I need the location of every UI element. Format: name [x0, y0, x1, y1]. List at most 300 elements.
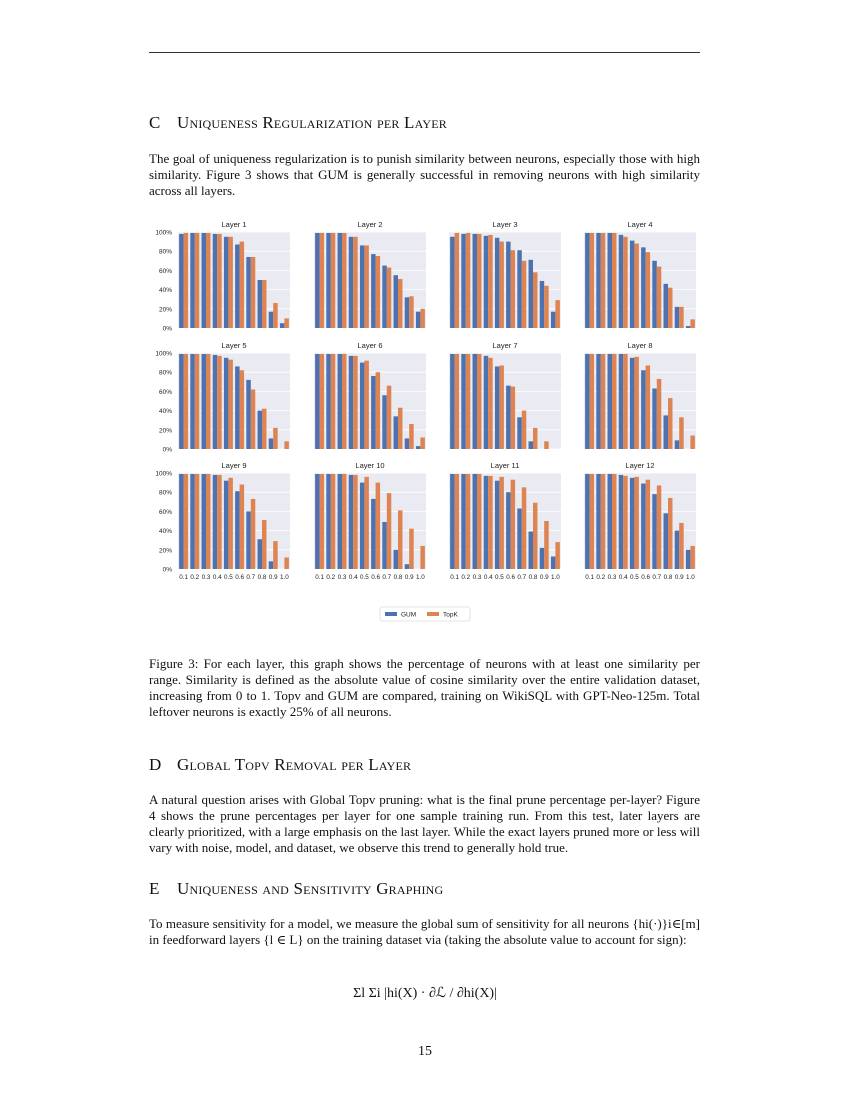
x-tick-label: 0.9 — [268, 574, 278, 581]
bar-topk — [184, 474, 188, 569]
bar-topk — [488, 235, 492, 328]
bar-gum — [630, 241, 634, 328]
bar-gum — [394, 275, 398, 328]
bar-gum — [224, 481, 228, 569]
y-tick-label: 0% — [162, 446, 172, 454]
bar-gum — [529, 441, 533, 449]
bar-topk — [544, 286, 548, 328]
bar-gum — [596, 354, 600, 449]
x-tick-label: 0.2 — [596, 574, 606, 581]
bar-gum — [202, 474, 206, 569]
bar-gum — [585, 354, 589, 449]
bar-topk — [533, 272, 537, 328]
bar-gum — [371, 499, 375, 569]
x-tick-label: 0.3 — [472, 574, 482, 581]
bar-topk — [217, 356, 221, 449]
x-tick-label: 0.1 — [450, 574, 459, 581]
header-rule — [149, 52, 700, 53]
x-tick-label: 0.6 — [506, 574, 515, 581]
bar-gum — [326, 233, 330, 328]
bar-gum — [349, 475, 353, 569]
bar-topk — [477, 234, 481, 328]
panel-title: Layer 12 — [625, 461, 655, 470]
bar-gum — [585, 233, 589, 328]
bar-topk — [387, 493, 391, 569]
section-d-heading — [149, 755, 411, 775]
x-tick-label: 0.2 — [326, 574, 336, 581]
x-tick-label: 0.8 — [257, 574, 267, 581]
bar-topk — [353, 356, 357, 449]
bar-gum — [450, 354, 454, 449]
bar-topk — [511, 387, 515, 449]
bar-gum — [641, 247, 645, 328]
x-tick-label: 0.8 — [663, 574, 673, 581]
bar-gum — [686, 326, 690, 328]
bar-gum — [506, 242, 510, 328]
bar-gum — [382, 395, 386, 449]
bar-topk — [364, 245, 368, 328]
bar-gum — [450, 474, 454, 569]
bar-topk — [195, 474, 199, 569]
bar-topk — [679, 523, 683, 569]
x-tick-label: 0.3 — [337, 574, 347, 581]
panel-title: Layer 2 — [357, 220, 383, 229]
bar-topk — [601, 233, 605, 328]
bar-gum — [461, 474, 465, 569]
bar-topk — [251, 389, 255, 449]
bar-topk — [376, 372, 380, 449]
bar-gum — [585, 474, 589, 569]
panel-title: Layer 7 — [492, 341, 518, 350]
bar-topk — [409, 424, 413, 449]
bar-gum — [664, 513, 668, 569]
bar-topk — [353, 475, 357, 569]
bar-gum — [608, 354, 612, 449]
figure-3-chart — [140, 210, 710, 625]
bar-gum — [517, 250, 521, 328]
x-tick-label: 0.6 — [371, 574, 380, 581]
section-c-paragraph: The goal of uniqueness regularization is to punish similarity between neurons, especially those with high similarity. Figure 3 shows that GUM is generally successful in removing neurons with high similarity across all layers. — [149, 151, 700, 198]
x-tick-label: 0.9 — [539, 574, 549, 581]
bar-gum — [235, 366, 239, 449]
bar-gum — [405, 564, 409, 569]
panel-title: Layer 9 — [221, 461, 247, 470]
y-tick-label: 60% — [158, 267, 172, 275]
bar-topk — [353, 237, 357, 328]
bar-topk — [668, 498, 672, 569]
bar-gum — [213, 475, 217, 569]
bar-topk — [184, 354, 188, 449]
bar-gum — [517, 509, 521, 569]
bar-topk — [488, 358, 492, 449]
bar-topk — [273, 303, 277, 328]
x-tick-label: 0.6 — [235, 574, 244, 581]
bar-topk — [612, 233, 616, 328]
x-tick-label: 0.1 — [315, 574, 324, 581]
bar-topk — [601, 474, 605, 569]
bar-topk — [342, 474, 346, 569]
bar-topk — [320, 354, 324, 449]
panel-title: Layer 10 — [355, 461, 385, 470]
bar-topk — [646, 252, 650, 328]
section-d-number: D — [149, 755, 162, 774]
y-tick-label: 40% — [158, 287, 172, 295]
bar-gum — [179, 234, 183, 328]
bar-topk — [511, 250, 515, 328]
figure-3-caption — [149, 656, 700, 720]
bar-gum — [619, 354, 623, 449]
bar-topk — [273, 428, 277, 449]
sensitivity-equation: Σl Σi |hi(X) · ∂ℒ / ∂hi(X)| — [353, 986, 497, 1001]
bar-gum — [461, 234, 465, 328]
bar-topk — [466, 474, 470, 569]
panel-title: Layer 1 — [221, 220, 247, 229]
bar-topk — [466, 354, 470, 449]
bar-topk — [320, 474, 324, 569]
figure-3 — [140, 210, 710, 625]
x-tick-label: 0.9 — [404, 574, 414, 581]
bar-gum — [506, 386, 510, 449]
bar-topk — [612, 354, 616, 449]
bar-gum — [495, 366, 499, 449]
x-tick-label: 0.7 — [517, 574, 527, 581]
bar-topk — [679, 307, 683, 328]
bar-gum — [664, 415, 668, 449]
bar-gum — [675, 531, 679, 569]
x-tick-label: 0.2 — [190, 574, 200, 581]
bar-gum — [630, 358, 634, 449]
bar-gum — [473, 354, 477, 449]
bar-topk — [320, 233, 324, 328]
y-tick-label: 60% — [158, 508, 172, 516]
bar-topk — [420, 309, 424, 328]
y-tick-label: 80% — [158, 369, 172, 377]
bar-topk — [522, 487, 526, 569]
x-tick-label: 0.7 — [382, 574, 392, 581]
bar-topk — [511, 480, 515, 569]
bar-gum — [405, 297, 409, 328]
bar-topk — [533, 503, 537, 569]
bar-topk — [217, 234, 221, 328]
bar-topk — [690, 319, 694, 328]
bar-topk — [634, 357, 638, 449]
legend-label-topk: TopK — [443, 611, 458, 619]
bar-gum — [246, 511, 250, 569]
bar-topk — [376, 256, 380, 328]
y-tick-label: 20% — [158, 427, 172, 435]
y-tick-label: 20% — [158, 306, 172, 314]
bar-topk — [590, 474, 594, 569]
y-tick-label: 100% — [155, 229, 172, 237]
bar-topk — [284, 441, 288, 449]
bar-topk — [455, 474, 459, 569]
bar-topk — [544, 441, 548, 449]
bar-gum — [258, 539, 262, 569]
bar-topk — [455, 233, 459, 328]
y-tick-label: 100% — [155, 470, 172, 478]
bar-topk — [623, 476, 627, 569]
bar-gum — [461, 354, 465, 449]
bar-topk — [251, 499, 255, 569]
section-e-title: Uniqueness and Sensitivity Graphing — [177, 879, 444, 898]
bar-gum — [213, 234, 217, 328]
bar-topk — [387, 268, 391, 328]
x-tick-label: 0.4 — [483, 574, 493, 581]
bar-topk — [420, 437, 424, 449]
bar-topk — [455, 354, 459, 449]
bar-topk — [206, 474, 210, 569]
bar-topk — [409, 529, 413, 569]
bar-topk — [646, 365, 650, 449]
bar-gum — [224, 237, 228, 328]
bar-topk — [273, 541, 277, 569]
bar-topk — [679, 417, 683, 449]
bar-gum — [338, 233, 342, 328]
bar-gum — [202, 233, 206, 328]
y-tick-label: 40% — [158, 408, 172, 416]
bar-topk — [342, 233, 346, 328]
bar-topk — [601, 354, 605, 449]
bar-gum — [608, 474, 612, 569]
bar-topk — [217, 475, 221, 569]
y-tick-label: 40% — [158, 528, 172, 536]
bar-gum — [235, 244, 239, 328]
panel-title: Layer 3 — [492, 220, 518, 229]
bar-topk — [331, 233, 335, 328]
bar-topk — [262, 409, 266, 449]
x-tick-label: 0.8 — [528, 574, 538, 581]
bar-gum — [349, 356, 353, 449]
bar-gum — [246, 257, 250, 328]
bar-topk — [240, 370, 244, 449]
bar-topk — [590, 354, 594, 449]
x-tick-label: 0.5 — [224, 574, 233, 581]
bar-gum — [652, 494, 656, 569]
bar-topk — [184, 233, 188, 328]
bar-gum — [190, 354, 194, 449]
x-tick-label: 0.5 — [360, 574, 369, 581]
bar-gum — [394, 550, 398, 569]
bar-gum — [686, 550, 690, 569]
bar-gum — [484, 476, 488, 569]
section-c-heading — [149, 113, 447, 133]
bar-topk — [555, 300, 559, 328]
bar-gum — [529, 260, 533, 328]
bar-topk — [284, 318, 288, 328]
bar-gum — [619, 235, 623, 328]
bar-gum — [338, 354, 342, 449]
bar-gum — [190, 474, 194, 569]
bar-topk — [240, 485, 244, 569]
bar-topk — [376, 483, 380, 569]
page-number: 15 — [418, 1044, 432, 1059]
bar-gum — [473, 474, 477, 569]
x-tick-label: 1.0 — [551, 574, 560, 581]
y-tick-label: 0% — [162, 325, 172, 333]
bar-gum — [596, 233, 600, 328]
bar-gum — [269, 312, 273, 328]
bar-topk — [409, 296, 413, 328]
bar-gum — [495, 481, 499, 569]
bar-gum — [416, 446, 420, 449]
bar-topk — [398, 408, 402, 449]
bar-gum — [394, 416, 398, 449]
bar-topk — [499, 365, 503, 449]
bar-topk — [499, 477, 503, 569]
bar-gum — [269, 561, 273, 569]
x-tick-label: 1.0 — [280, 574, 289, 581]
bar-gum — [179, 474, 183, 569]
bar-topk — [284, 557, 288, 569]
x-tick-label: 1.0 — [686, 574, 695, 581]
bar-gum — [360, 363, 364, 449]
legend-swatch-topk — [427, 612, 439, 616]
bar-gum — [641, 484, 645, 569]
bar-gum — [326, 474, 330, 569]
bar-topk — [206, 233, 210, 328]
bar-gum — [652, 389, 656, 449]
section-d-title: Global Topv Removal per Layer — [177, 755, 412, 774]
panel-title: Layer 11 — [490, 461, 520, 470]
bar-gum — [450, 237, 454, 328]
x-tick-label: 0.7 — [652, 574, 662, 581]
bar-topk — [228, 478, 232, 569]
x-tick-label: 0.6 — [641, 574, 650, 581]
bar-topk — [646, 480, 650, 569]
x-tick-label: 1.0 — [416, 574, 425, 581]
bar-gum — [371, 254, 375, 328]
y-tick-label: 0% — [162, 566, 172, 574]
bar-gum — [213, 355, 217, 449]
x-tick-label: 0.1 — [585, 574, 594, 581]
bar-gum — [506, 492, 510, 569]
bar-topk — [533, 428, 537, 449]
x-tick-label: 0.4 — [618, 574, 628, 581]
bar-topk — [690, 546, 694, 569]
bar-topk — [668, 398, 672, 449]
x-tick-label: 0.7 — [246, 574, 256, 581]
x-tick-label: 0.4 — [348, 574, 358, 581]
bar-gum — [382, 266, 386, 328]
bar-topk — [623, 354, 627, 449]
bar-topk — [499, 242, 503, 328]
bar-topk — [522, 261, 526, 328]
bar-gum — [190, 233, 194, 328]
bar-gum — [619, 475, 623, 569]
bar-gum — [349, 237, 353, 328]
section-c-title: Uniqueness Regularization per Layer — [177, 113, 447, 132]
bar-topk — [657, 267, 661, 328]
section-e-heading — [149, 879, 443, 899]
bar-gum — [315, 474, 319, 569]
section-e-paragraph: To measure sensitivity for a model, we measure the global sum of sensitivity for all neurons {hi(·)}i∈[m] in feedforward layers {l ∈ L} on the training dataset via (taking the absolute value to account for sign): — [149, 916, 700, 947]
bar-topk — [690, 436, 694, 449]
bar-topk — [195, 354, 199, 449]
bar-gum — [641, 370, 645, 449]
panel-title: Layer 8 — [627, 341, 653, 350]
bar-topk — [668, 288, 672, 328]
bar-topk — [544, 521, 548, 569]
bar-topk — [590, 233, 594, 328]
bar-topk — [195, 233, 199, 328]
section-e-number: E — [149, 879, 160, 898]
bar-topk — [466, 233, 470, 328]
bar-gum — [258, 411, 262, 449]
legend-swatch-gum — [385, 612, 397, 616]
bar-gum — [540, 548, 544, 569]
bar-gum — [484, 356, 488, 449]
y-tick-label: 60% — [158, 388, 172, 396]
bar-gum — [224, 358, 228, 449]
bar-topk — [488, 476, 492, 569]
bar-topk — [240, 242, 244, 328]
bar-topk — [612, 474, 616, 569]
bar-gum — [338, 474, 342, 569]
x-tick-label: 0.3 — [607, 574, 617, 581]
bar-topk — [206, 354, 210, 449]
bar-gum — [360, 483, 364, 569]
section-c-number: C — [149, 113, 161, 132]
bar-gum — [405, 438, 409, 449]
bar-gum — [326, 354, 330, 449]
bar-gum — [235, 491, 239, 569]
bar-topk — [387, 386, 391, 449]
bar-gum — [551, 312, 555, 328]
bar-topk — [228, 237, 232, 328]
bar-topk — [420, 546, 424, 569]
y-tick-label: 100% — [155, 350, 172, 358]
bar-gum — [315, 233, 319, 328]
bar-topk — [262, 520, 266, 569]
bar-gum — [675, 440, 679, 449]
bar-topk — [331, 474, 335, 569]
legend-label-gum: GUM — [401, 611, 417, 619]
bar-topk — [555, 542, 559, 569]
x-tick-label: 0.5 — [630, 574, 639, 581]
x-tick-label: 0.9 — [674, 574, 684, 581]
bar-topk — [228, 360, 232, 449]
bar-gum — [551, 557, 555, 569]
bar-gum — [179, 354, 183, 449]
x-tick-label: 0.1 — [179, 574, 188, 581]
bar-topk — [331, 354, 335, 449]
bar-topk — [398, 279, 402, 328]
x-tick-label: 0.4 — [212, 574, 222, 581]
bar-gum — [473, 234, 477, 328]
bar-gum — [517, 417, 521, 449]
bar-gum — [652, 261, 656, 328]
bar-gum — [630, 478, 634, 569]
x-tick-label: 0.5 — [495, 574, 504, 581]
bar-gum — [416, 312, 420, 328]
bar-gum — [202, 354, 206, 449]
bar-topk — [522, 411, 526, 449]
panel-title: Layer 6 — [357, 341, 383, 350]
bar-gum — [596, 474, 600, 569]
x-tick-label: 0.3 — [201, 574, 211, 581]
bar-topk — [398, 510, 402, 569]
bar-gum — [495, 238, 499, 328]
figure-3-caption-text: Figure 3: For each layer, this graph shows the percentage of neurons with at least one similarity per range. Similarity is defined as the absolute value of cosine similarity over the entire validation dataset, increasing from 0 to 1. Topv and GUM are compared, training on WikiSQL with GPT-Neo-125m. Total leftover neurons is exactly 25% of all neurons. — [149, 656, 700, 719]
bar-gum — [484, 236, 488, 328]
bar-topk — [623, 237, 627, 328]
panel-title: Layer 5 — [221, 341, 247, 350]
section-d-paragraph: A natural question arises with Global Topv pruning: what is the final prune percentage per-layer? Figure 4 shows the prune percentages per layer for one sample training run. From this test, later layers are clearly prioritized, with a large emphasis on the last layer. While the exact layers pruned more or less will vary with noise, model, and dataset, we observe this trend to generally hold true. — [149, 792, 700, 855]
bar-topk — [364, 361, 368, 449]
bar-gum — [664, 284, 668, 328]
bar-gum — [269, 438, 273, 449]
y-tick-label: 80% — [158, 248, 172, 256]
